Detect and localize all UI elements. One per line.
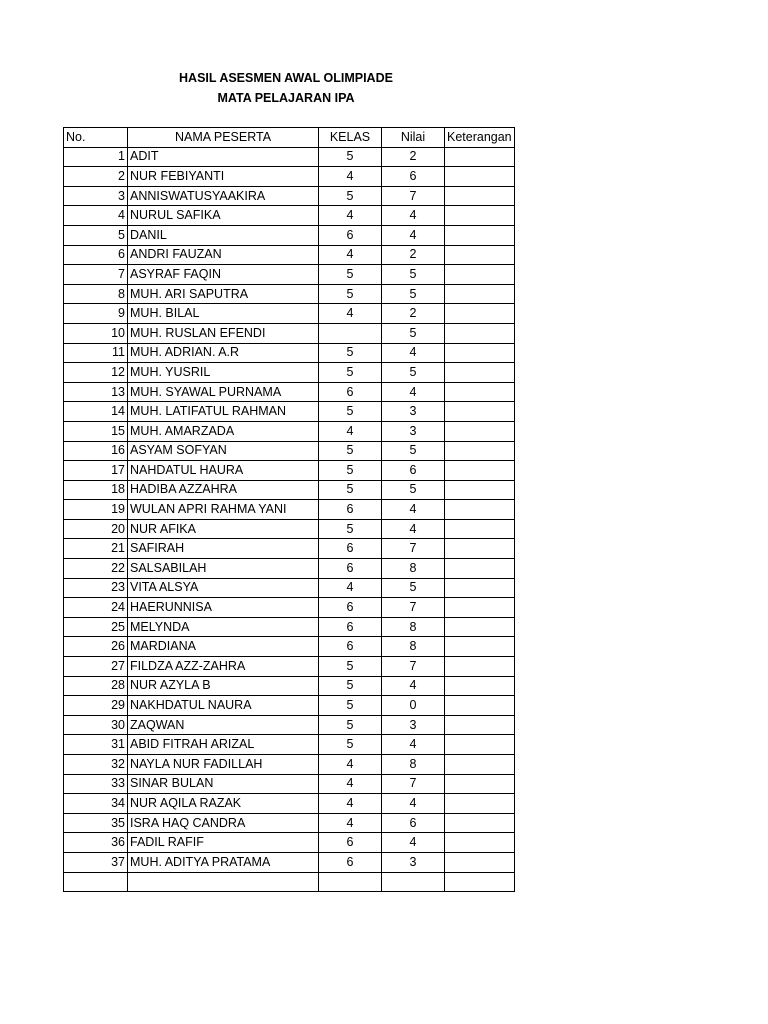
participant-name: ABID FITRAH ARIZAL xyxy=(128,735,319,755)
table-body xyxy=(64,147,515,892)
results-table xyxy=(63,127,515,892)
table-row xyxy=(64,480,515,500)
table-row xyxy=(64,519,515,539)
score-cell: 2 xyxy=(382,245,445,265)
participant-name: NUR AFIKA xyxy=(128,519,319,539)
table-row xyxy=(64,794,515,814)
document-title: HASIL ASESMEN AWAL OLIMPIADE xyxy=(179,71,393,85)
row-number: 37 xyxy=(64,852,128,872)
participant-name: ZAQWAN xyxy=(128,715,319,735)
participant-name: VITA ALSYA xyxy=(128,578,319,598)
row-number: 12 xyxy=(64,363,128,383)
row-number: 35 xyxy=(64,813,128,833)
remarks-cell xyxy=(445,382,515,402)
class-cell: 6 xyxy=(319,539,382,559)
remarks-cell xyxy=(445,480,515,500)
participant-name: ADIT xyxy=(128,147,319,167)
row-number: 17 xyxy=(64,461,128,481)
table-row xyxy=(64,382,515,402)
row-number: 24 xyxy=(64,598,128,618)
participant-name: FILDZA AZZ-ZAHRA xyxy=(128,657,319,677)
class-cell: 4 xyxy=(319,206,382,226)
score-cell: 4 xyxy=(382,519,445,539)
score-cell: 5 xyxy=(382,265,445,285)
row-number: 34 xyxy=(64,794,128,814)
row-number: 10 xyxy=(64,323,128,343)
score-cell: 2 xyxy=(382,147,445,167)
score-cell: 3 xyxy=(382,852,445,872)
participant-name: MARDIANA xyxy=(128,637,319,657)
class-cell: 4 xyxy=(319,421,382,441)
table-row xyxy=(64,657,515,677)
table-row xyxy=(64,852,515,872)
row-number: 13 xyxy=(64,382,128,402)
remarks-cell xyxy=(445,343,515,363)
score-cell: 7 xyxy=(382,598,445,618)
remarks-cell xyxy=(445,519,515,539)
score-cell: 6 xyxy=(382,813,445,833)
score-cell: 7 xyxy=(382,539,445,559)
remarks-cell xyxy=(445,735,515,755)
class-cell: 4 xyxy=(319,304,382,324)
participant-name: MUH. ARI SAPUTRA xyxy=(128,284,319,304)
header-no: No. xyxy=(64,128,128,148)
row-number: 32 xyxy=(64,755,128,775)
row-number: 21 xyxy=(64,539,128,559)
score-cell: 0 xyxy=(382,696,445,716)
table-row xyxy=(64,402,515,422)
remarks-cell xyxy=(445,774,515,794)
participant-name: MUH. LATIFATUL RAHMAN xyxy=(128,402,319,422)
class-cell: 5 xyxy=(319,461,382,481)
document-subtitle: MATA PELAJARAN IPA xyxy=(217,91,355,105)
class-cell: 4 xyxy=(319,578,382,598)
score-cell: 4 xyxy=(382,676,445,696)
remarks-cell xyxy=(445,245,515,265)
class-cell: 4 xyxy=(319,774,382,794)
class-cell: 6 xyxy=(319,500,382,520)
participant-name xyxy=(128,872,319,892)
class-cell: 5 xyxy=(319,402,382,422)
table-row xyxy=(64,676,515,696)
class-cell: 5 xyxy=(319,696,382,716)
score-cell: 4 xyxy=(382,833,445,853)
remarks-cell xyxy=(445,147,515,167)
row-number: 27 xyxy=(64,657,128,677)
score-cell: 7 xyxy=(382,774,445,794)
score-cell: 5 xyxy=(382,323,445,343)
participant-name: SALSABILAH xyxy=(128,559,319,579)
class-cell: 5 xyxy=(319,657,382,677)
participant-name: ASYRAF FAQIN xyxy=(128,265,319,285)
score-cell: 6 xyxy=(382,167,445,187)
row-number: 14 xyxy=(64,402,128,422)
class-cell: 4 xyxy=(319,167,382,187)
participant-name: ANDRI FAUZAN xyxy=(128,245,319,265)
class-cell: 5 xyxy=(319,147,382,167)
class-cell: 6 xyxy=(319,382,382,402)
table-row xyxy=(64,755,515,775)
row-number xyxy=(64,872,128,892)
class-cell: 5 xyxy=(319,735,382,755)
row-number: 31 xyxy=(64,735,128,755)
row-number: 7 xyxy=(64,265,128,285)
class-cell xyxy=(319,323,382,343)
participant-name: FADIL RAFIF xyxy=(128,833,319,853)
class-cell: 6 xyxy=(319,598,382,618)
score-cell: 4 xyxy=(382,500,445,520)
row-number: 22 xyxy=(64,559,128,579)
score-cell: 4 xyxy=(382,343,445,363)
remarks-cell xyxy=(445,206,515,226)
remarks-cell xyxy=(445,598,515,618)
score-cell: 5 xyxy=(382,578,445,598)
participant-name: NURUL SAFIKA xyxy=(128,206,319,226)
participant-name: ISRA HAQ CANDRA xyxy=(128,813,319,833)
participant-name: MELYNDA xyxy=(128,617,319,637)
score-cell: 4 xyxy=(382,206,445,226)
class-cell: 4 xyxy=(319,755,382,775)
score-cell: 8 xyxy=(382,617,445,637)
remarks-cell xyxy=(445,441,515,461)
table-row xyxy=(64,363,515,383)
row-number: 4 xyxy=(64,206,128,226)
table-row xyxy=(64,559,515,579)
score-cell: 5 xyxy=(382,363,445,383)
row-number: 26 xyxy=(64,637,128,657)
header-keterangan: Keterangan xyxy=(445,128,515,148)
row-number: 6 xyxy=(64,245,128,265)
table-row xyxy=(64,813,515,833)
score-cell: 4 xyxy=(382,735,445,755)
row-number: 3 xyxy=(64,186,128,206)
class-cell: 6 xyxy=(319,852,382,872)
table-row xyxy=(64,245,515,265)
remarks-cell xyxy=(445,461,515,481)
participant-name: MUH. RUSLAN EFENDI xyxy=(128,323,319,343)
table-row xyxy=(64,284,515,304)
table-row xyxy=(64,323,515,343)
remarks-cell xyxy=(445,676,515,696)
remarks-cell xyxy=(445,539,515,559)
row-number: 28 xyxy=(64,676,128,696)
participant-name: NUR AQILA RAZAK xyxy=(128,794,319,814)
class-cell xyxy=(319,872,382,892)
score-cell: 4 xyxy=(382,382,445,402)
row-number: 33 xyxy=(64,774,128,794)
remarks-cell xyxy=(445,225,515,245)
row-number: 30 xyxy=(64,715,128,735)
row-number: 23 xyxy=(64,578,128,598)
table-row xyxy=(64,265,515,285)
class-cell: 4 xyxy=(319,794,382,814)
remarks-cell xyxy=(445,186,515,206)
row-number: 8 xyxy=(64,284,128,304)
score-cell: 8 xyxy=(382,559,445,579)
remarks-cell xyxy=(445,304,515,324)
class-cell: 5 xyxy=(319,676,382,696)
remarks-cell xyxy=(445,265,515,285)
class-cell: 6 xyxy=(319,637,382,657)
table-row xyxy=(64,147,515,167)
remarks-cell xyxy=(445,363,515,383)
row-number: 16 xyxy=(64,441,128,461)
table-row xyxy=(64,696,515,716)
remarks-cell xyxy=(445,657,515,677)
table-row xyxy=(64,637,515,657)
remarks-cell xyxy=(445,637,515,657)
table-row xyxy=(64,441,515,461)
row-number: 18 xyxy=(64,480,128,500)
class-cell: 4 xyxy=(319,813,382,833)
participant-name: MUH. ADITYA PRATAMA xyxy=(128,852,319,872)
header-nilai: Nilai xyxy=(382,128,445,148)
participant-name: ASYAM SOFYAN xyxy=(128,441,319,461)
participant-name: SAFIRAH xyxy=(128,539,319,559)
table-row xyxy=(64,225,515,245)
remarks-cell xyxy=(445,794,515,814)
score-cell: 3 xyxy=(382,402,445,422)
remarks-cell xyxy=(445,323,515,343)
table-row xyxy=(64,461,515,481)
table-row xyxy=(64,774,515,794)
class-cell: 5 xyxy=(319,265,382,285)
table-row xyxy=(64,304,515,324)
remarks-cell xyxy=(445,559,515,579)
score-cell: 4 xyxy=(382,794,445,814)
remarks-cell xyxy=(445,284,515,304)
class-cell: 5 xyxy=(319,715,382,735)
table-row xyxy=(64,167,515,187)
participant-name: HADIBA AZZAHRA xyxy=(128,480,319,500)
remarks-cell xyxy=(445,617,515,637)
class-cell: 6 xyxy=(319,833,382,853)
remarks-cell xyxy=(445,500,515,520)
score-cell: 7 xyxy=(382,657,445,677)
remarks-cell xyxy=(445,696,515,716)
score-cell: 4 xyxy=(382,225,445,245)
participant-name: MUH. SYAWAL PURNAMA xyxy=(128,382,319,402)
score-cell: 8 xyxy=(382,637,445,657)
participant-name: HAERUNNISA xyxy=(128,598,319,618)
participant-name: NAHDATUL HAURA xyxy=(128,461,319,481)
table-row xyxy=(64,598,515,618)
remarks-cell xyxy=(445,755,515,775)
table-row xyxy=(64,186,515,206)
score-cell: 5 xyxy=(382,441,445,461)
participant-name: NAKHDATUL NAURA xyxy=(128,696,319,716)
score-cell: 7 xyxy=(382,186,445,206)
class-cell: 5 xyxy=(319,519,382,539)
class-cell: 6 xyxy=(319,225,382,245)
row-number: 5 xyxy=(64,225,128,245)
score-cell: 2 xyxy=(382,304,445,324)
table-row xyxy=(64,833,515,853)
row-number: 25 xyxy=(64,617,128,637)
header-row xyxy=(64,128,515,148)
table-row xyxy=(64,500,515,520)
table-row xyxy=(64,872,515,892)
participant-name: DANIL xyxy=(128,225,319,245)
table-row xyxy=(64,206,515,226)
participant-name: NUR AZYLA B xyxy=(128,676,319,696)
header-name: NAMA PESERTA xyxy=(128,128,319,148)
participant-name: MUH. BILAL xyxy=(128,304,319,324)
score-cell xyxy=(382,872,445,892)
table-row xyxy=(64,735,515,755)
score-cell: 5 xyxy=(382,284,445,304)
participant-name: NAYLA NUR FADILLAH xyxy=(128,755,319,775)
row-number: 9 xyxy=(64,304,128,324)
participant-name: MUH. YUSRIL xyxy=(128,363,319,383)
row-number: 20 xyxy=(64,519,128,539)
row-number: 2 xyxy=(64,167,128,187)
remarks-cell xyxy=(445,167,515,187)
table-row xyxy=(64,343,515,363)
row-number: 1 xyxy=(64,147,128,167)
participant-name: NUR FEBIYANTI xyxy=(128,167,319,187)
row-number: 15 xyxy=(64,421,128,441)
row-number: 11 xyxy=(64,343,128,363)
remarks-cell xyxy=(445,715,515,735)
row-number: 29 xyxy=(64,696,128,716)
header-kelas: KELAS xyxy=(319,128,382,148)
class-cell: 5 xyxy=(319,186,382,206)
row-number: 19 xyxy=(64,500,128,520)
participant-name: SINAR BULAN xyxy=(128,774,319,794)
score-cell: 8 xyxy=(382,755,445,775)
participant-name: WULAN APRI RAHMA YANI xyxy=(128,500,319,520)
remarks-cell xyxy=(445,813,515,833)
class-cell: 5 xyxy=(319,343,382,363)
score-cell: 5 xyxy=(382,480,445,500)
table-row xyxy=(64,715,515,735)
participant-name: MUH. AMARZADA xyxy=(128,421,319,441)
class-cell: 4 xyxy=(319,245,382,265)
table-row xyxy=(64,617,515,637)
participant-name: MUH. ADRIAN. A.R xyxy=(128,343,319,363)
score-cell: 6 xyxy=(382,461,445,481)
remarks-cell xyxy=(445,421,515,441)
remarks-cell xyxy=(445,852,515,872)
class-cell: 6 xyxy=(319,559,382,579)
remarks-cell xyxy=(445,578,515,598)
class-cell: 5 xyxy=(319,363,382,383)
class-cell: 5 xyxy=(319,441,382,461)
score-cell: 3 xyxy=(382,715,445,735)
score-cell: 3 xyxy=(382,421,445,441)
class-cell: 5 xyxy=(319,284,382,304)
table-row xyxy=(64,421,515,441)
participant-name: ANNISWATUSYAAKIRA xyxy=(128,186,319,206)
class-cell: 5 xyxy=(319,480,382,500)
row-number: 36 xyxy=(64,833,128,853)
table-row xyxy=(64,539,515,559)
remarks-cell xyxy=(445,402,515,422)
class-cell: 6 xyxy=(319,617,382,637)
table-row xyxy=(64,578,515,598)
remarks-cell xyxy=(445,872,515,892)
remarks-cell xyxy=(445,833,515,853)
